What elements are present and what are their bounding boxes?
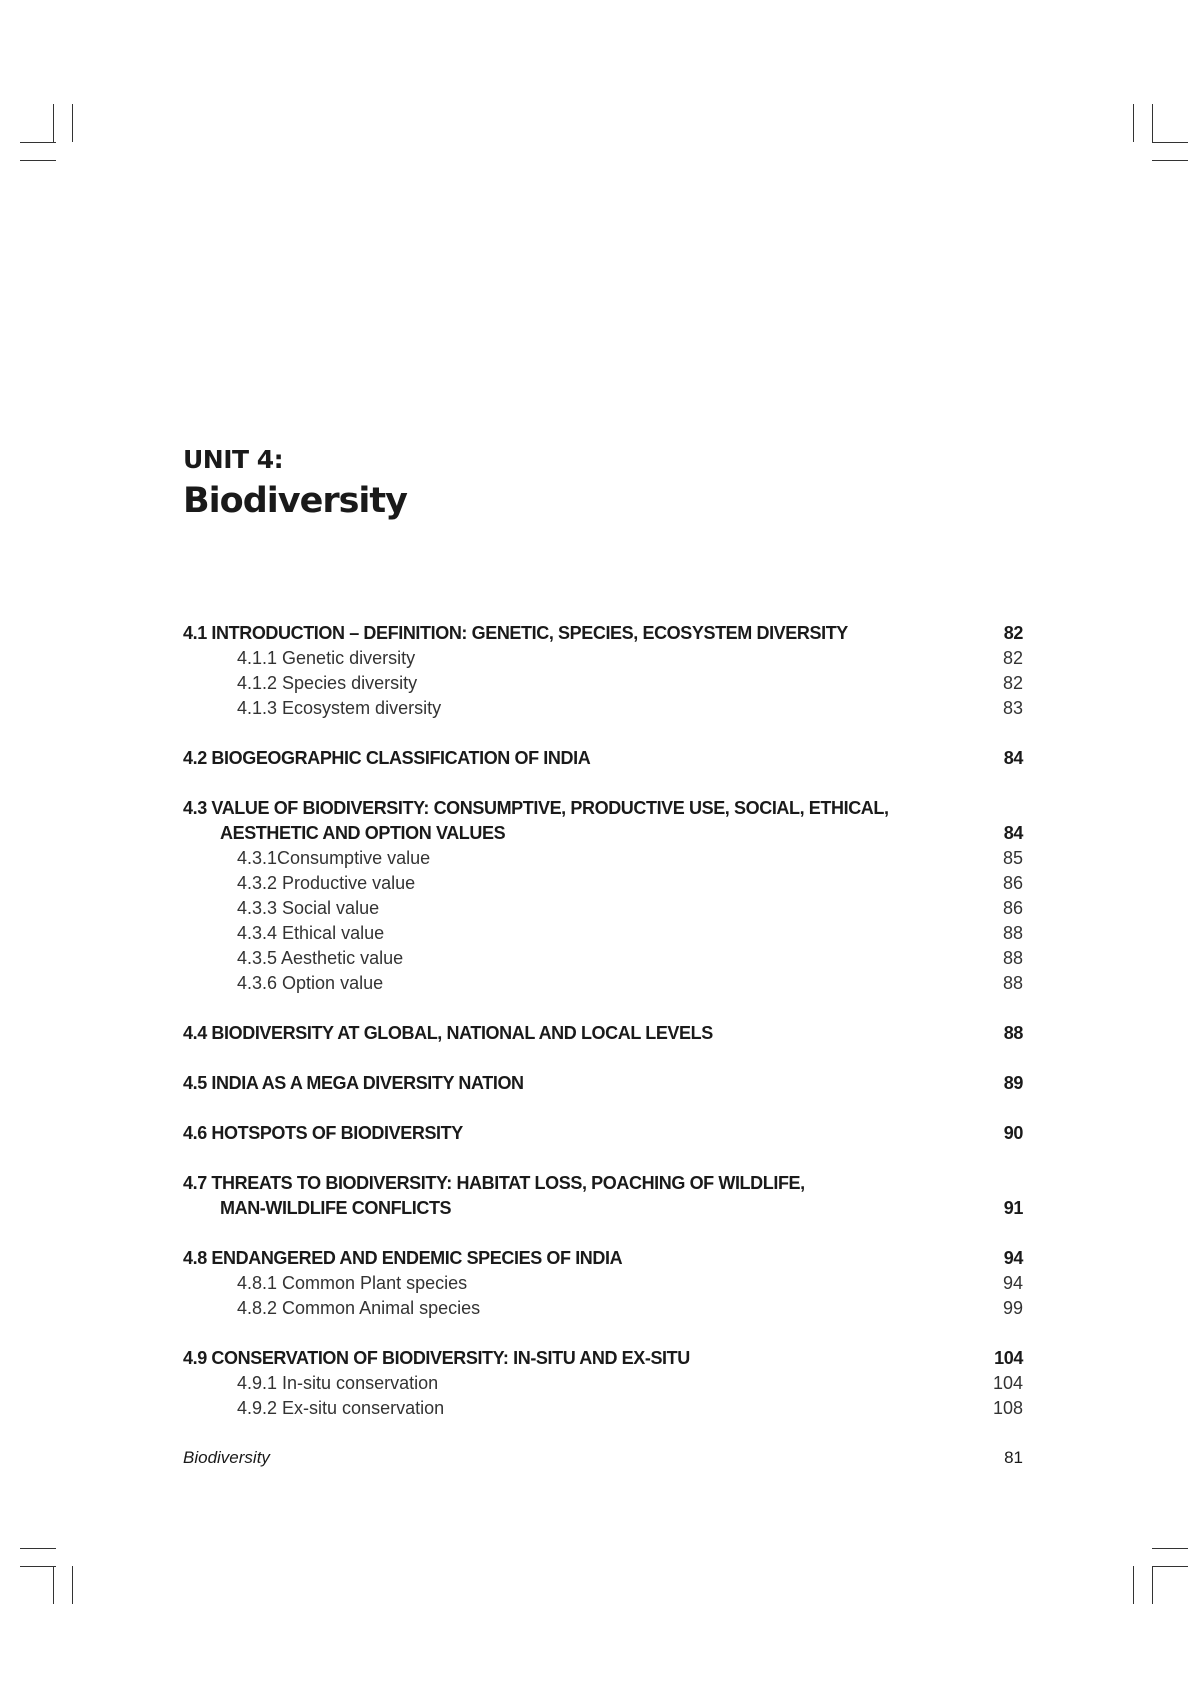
crop-mark-top-left-v1	[53, 104, 54, 142]
toc-subentry-page: 99	[1002, 1298, 1023, 1318]
toc-subentry	[183, 696, 1023, 721]
crop-mark-top-right-v2	[1152, 104, 1153, 142]
toc-entry	[183, 1121, 1023, 1146]
toc-entry-page: 94	[1003, 1248, 1023, 1268]
toc-subentry-title: 4.3.2 Productive value	[237, 873, 416, 893]
toc-subentry-page: 104	[992, 1373, 1023, 1393]
toc-entry-title: 4.9 CONSERVATION OF BIODIVERSITY: IN-SITU AND EX-SITU	[183, 1348, 690, 1368]
toc-subentry-title: 4.3.4 Ethical value	[237, 923, 385, 943]
toc-subentry-title: 4.9.1 In-situ conservation	[237, 1373, 439, 1393]
toc-entry-page: 84	[1003, 823, 1023, 843]
toc-section	[183, 1121, 1023, 1146]
toc-section	[183, 1346, 1023, 1421]
crop-mark-top-right-h2	[1152, 160, 1188, 161]
crop-mark-bottom-left-v1	[53, 1566, 54, 1604]
toc-entry	[183, 1021, 1023, 1046]
toc-subentry-title: 4.9.2 Ex-situ conservation	[237, 1398, 445, 1418]
toc-subentry-page: 88	[1002, 973, 1023, 993]
crop-mark-bottom-right-h2	[1152, 1548, 1188, 1549]
crop-mark-bottom-left-v2	[72, 1566, 73, 1604]
toc-subentry	[183, 1296, 1023, 1321]
toc-entry	[183, 746, 1023, 771]
toc-subentry-page: 83	[1002, 698, 1023, 718]
toc-entry	[183, 821, 1023, 846]
crop-mark-top-left-h2	[20, 160, 56, 161]
footer-label: Biodiversity	[183, 1448, 270, 1467]
toc-subentry	[183, 646, 1023, 671]
toc-entry-title: 4.6 HOTSPOTS OF BIODIVERSITY	[183, 1123, 463, 1143]
toc-subentry-title: 4.1.1 Genetic diversity	[237, 648, 416, 668]
toc-entry-title: 4.8 ENDANGERED AND ENDEMIC SPECIES OF INDIA	[183, 1248, 623, 1268]
toc-subentry-page: 88	[1002, 923, 1023, 943]
toc-subentry	[183, 921, 1023, 946]
toc-subentry-title: 4.3.3 Social value	[237, 898, 380, 918]
toc-entry	[183, 796, 1023, 821]
toc-entry-title: 4.5 INDIA AS A MEGA DIVERSITY NATION	[183, 1073, 524, 1093]
toc-entry	[183, 1246, 1023, 1271]
toc-subentry	[183, 1396, 1023, 1421]
toc-entry-title: 4.1 INTRODUCTION – DEFINITION: GENETIC, SPECIES, ECOSYSTEM DIVERSITY	[183, 623, 848, 643]
toc-entry-page: 104	[994, 1348, 1023, 1368]
crop-mark-top-right-v1	[1133, 104, 1134, 142]
toc-entry-title: MAN-WILDLIFE CONFLICTS	[220, 1198, 452, 1218]
toc-entry	[183, 1196, 1023, 1221]
toc-entry	[183, 1071, 1023, 1096]
toc-subentry	[183, 946, 1023, 971]
toc-entry-page: 88	[1003, 1023, 1023, 1043]
toc-subentry-page: 94	[1002, 1273, 1023, 1293]
toc-entry-title: AESTHETIC AND OPTION VALUES	[220, 823, 506, 843]
toc-subentry	[183, 846, 1023, 871]
unit-heading: UNIT 4:	[183, 445, 284, 474]
toc-subentry-title: 4.3.5 Aesthetic value	[237, 948, 404, 968]
toc-subentry-title: 4.3.1Consumptive value	[237, 848, 431, 868]
toc-subentry-title: 4.1.3 Ecosystem diversity	[237, 698, 442, 718]
toc-subentry-page: 85	[1002, 848, 1023, 868]
crop-mark-top-left-v2	[72, 104, 73, 142]
crop-mark-bottom-left-h	[20, 1566, 56, 1567]
crop-mark-bottom-right-h	[1152, 1566, 1188, 1567]
toc-subentry-page: 108	[992, 1398, 1023, 1418]
page-footer	[183, 1448, 1023, 1468]
table-of-contents	[183, 621, 1023, 1446]
crop-mark-bottom-left-h2	[20, 1548, 56, 1549]
toc-subentry-title: 4.1.2 Species diversity	[237, 673, 418, 693]
toc-subentry	[183, 971, 1023, 996]
toc-subentry	[183, 1371, 1023, 1396]
toc-subentry	[183, 1271, 1023, 1296]
toc-entry-page: 91	[1003, 1198, 1023, 1218]
toc-subentry-page: 82	[1002, 648, 1023, 668]
toc-subentry-page: 86	[1002, 898, 1023, 918]
toc-entry	[183, 1346, 1023, 1371]
crop-mark-top-left-h	[20, 142, 56, 143]
toc-entry-page: 89	[1003, 1073, 1023, 1093]
toc-section	[183, 796, 1023, 996]
toc-entry	[183, 1171, 1023, 1196]
toc-section	[183, 746, 1023, 771]
crop-mark-bottom-right-v2	[1152, 1566, 1153, 1604]
toc-section	[183, 1021, 1023, 1046]
toc-subentry-title: 4.3.6 Option value	[237, 973, 384, 993]
toc-subentry-page: 88	[1002, 948, 1023, 968]
toc-entry	[183, 621, 1023, 646]
toc-subentry-page: 82	[1002, 673, 1023, 693]
toc-subentry	[183, 871, 1023, 896]
toc-entry-title: 4.3 VALUE OF BIODIVERSITY: CONSUMPTIVE, PRODUCTIVE USE, SOCIAL, ETHICAL,	[183, 798, 889, 818]
toc-entry-page: 84	[1003, 748, 1023, 768]
crop-mark-bottom-right-v1	[1133, 1566, 1134, 1604]
toc-section	[183, 1071, 1023, 1096]
toc-subentry-title: 4.8.1 Common Plant species	[237, 1273, 468, 1293]
toc-subentry-page: 86	[1002, 873, 1023, 893]
toc-entry-title: 4.7 THREATS TO BIODIVERSITY: HABITAT LOSS, POACHING OF WILDLIFE,	[183, 1173, 805, 1193]
crop-mark-top-right-h	[1152, 142, 1188, 143]
toc-entry-title: 4.4 BIODIVERSITY AT GLOBAL, NATIONAL AND LOCAL LEVELS	[183, 1023, 713, 1043]
toc-entry-page: 82	[1003, 623, 1023, 643]
toc-subentry	[183, 671, 1023, 696]
toc-subentry-title: 4.8.2 Common Animal species	[237, 1298, 481, 1318]
toc-section	[183, 621, 1023, 721]
toc-subentry	[183, 896, 1023, 921]
toc-entry-title: 4.2 BIOGEOGRAPHIC CLASSIFICATION OF INDIA	[183, 748, 591, 768]
footer-page-number: 81	[1004, 1448, 1023, 1467]
toc-entry-page: 90	[1003, 1123, 1023, 1143]
unit-title: Biodiversity	[183, 481, 407, 521]
toc-section	[183, 1246, 1023, 1321]
toc-section	[183, 1171, 1023, 1221]
